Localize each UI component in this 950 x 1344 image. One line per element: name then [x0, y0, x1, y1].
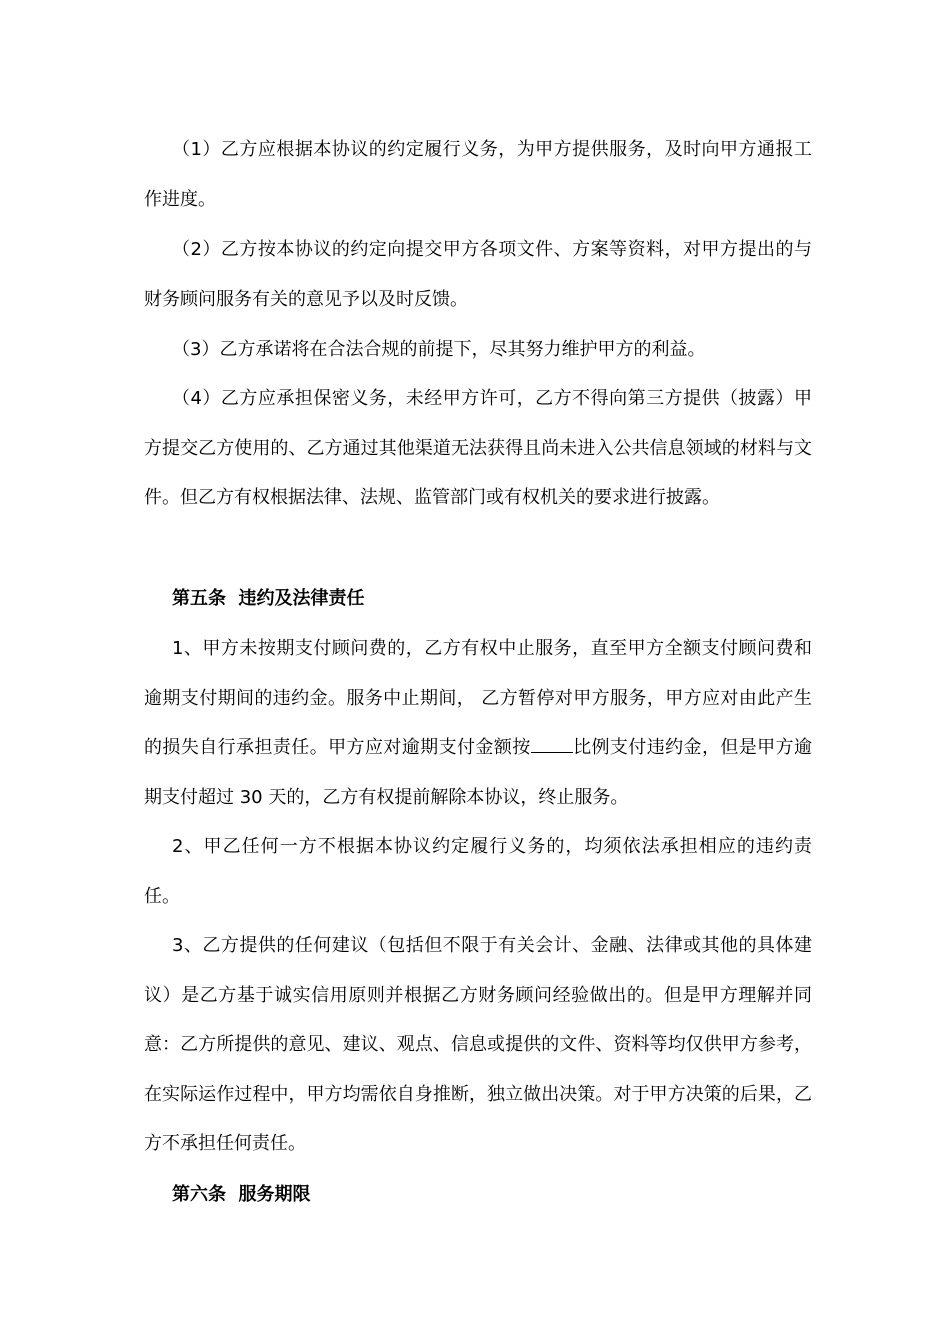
paragraph-obligation-4: （4）乙方应承担保密义务，未经甲方许可，乙方不得向第三方提供（披露）甲方提交乙方使用的、乙方通过其他渠道无法获得且尚未进入公共信息领域的材料与文件。但乙方有权根据法律、法规、监管部门或有权机关的要求进行披露。 [144, 388, 812, 509]
article-5-item-1 [144, 624, 812, 822]
paragraph-obligation-1: （1）乙方应根据本协议的约定履行义务，为甲方提供服务，及时向甲方通报工作进度。 [144, 139, 812, 210]
blank-underline [531, 738, 573, 753]
article-5-item-3: 3、乙方提供的任何建议（包括但不限于有关会计、金融、法律或其他的具体建议）是乙方基于诚实信用原则并根据乙方财务顾问经验做出的。但是甲方理解并同意：乙方所提供的意见、建议、观点、信息或提供的文件、资料等均仅供甲方参考，在实际运作过程中，甲方均需依自身推断，独立做出决策。对于甲方决策的后果，乙方不承担任何责任。 [144, 935, 812, 1155]
article-5-heading: 第五条 违约及法律责任 [172, 588, 365, 609]
paragraph-obligation-3: （3）乙方承诺将在合法合规的前提下，尽其努力维护甲方的利益。 [172, 339, 706, 360]
paragraph-obligation-2: （2）乙方按本协议的约定向提交甲方各项文件、方案等资料，对甲方提出的与财务顾问服务有关的意见予以及时反馈。 [144, 239, 812, 310]
article-5-item-1-text-after: 比例支付违约金，但是甲方逾期支付超过 30 天的，乙方有权提前解除本协议，终止服务。 [144, 737, 813, 808]
article-6-heading: 第六条 服务期限 [172, 1184, 311, 1205]
article-5-item-2: 2、甲乙任何一方不根据本协议约定履行义务的，均须依法承担相应的违约责任。 [144, 836, 812, 907]
article-5-item-1-text-before: 1、甲方未按期支付顾问费的，乙方有权中止服务，直至甲方全额支付顾问费和逾期支付期间的违约金。服务中止期间， 乙方暂停对甲方服务，甲方应对由此产生的损失自行承担责任。甲方应对逾期支付金额按 [144, 638, 812, 759]
